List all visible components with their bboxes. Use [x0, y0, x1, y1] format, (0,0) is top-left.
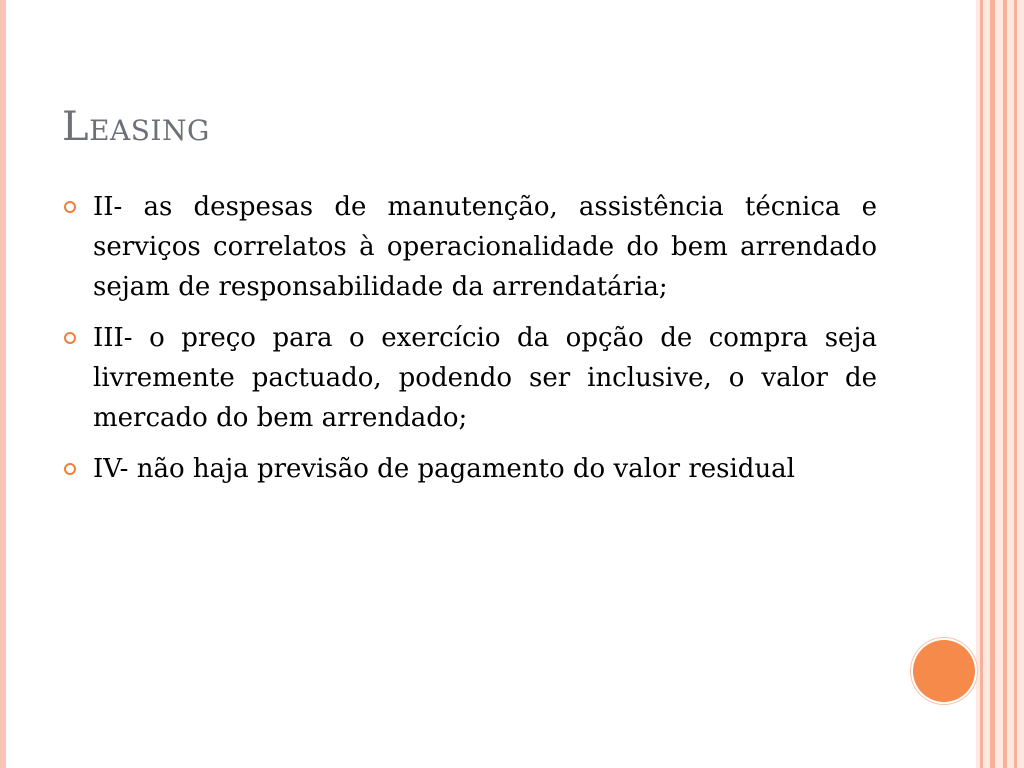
bullet-text: III- o preço para o exercício da opção de compra seja livremente pactuado, podendo ser inclusive, o valor de mercado do bem arrendado; [93, 323, 877, 433]
bullet-text: II- as despesas de manutenção, assistência técnica e serviços correlatos à operacionalidade do bem arrendado sejam de responsabilidade da arrendatária; [93, 192, 877, 302]
slide-title: Leasing [62, 104, 210, 150]
right-frame-line [980, 0, 983, 768]
bullet-item [62, 187, 877, 307]
right-frame-line [1003, 0, 1007, 768]
decorative-circle-icon [913, 640, 975, 702]
bullet-item [62, 318, 877, 438]
bullet-item [62, 449, 877, 489]
bullet-list [62, 187, 877, 500]
left-frame-border [0, 0, 6, 768]
right-frame-line [1014, 0, 1017, 768]
right-frame-line [990, 0, 995, 768]
bullet-text: IV- não haja previsão de pagamento do valor residual [93, 454, 795, 484]
bullet-circle-icon [64, 463, 76, 475]
bullet-circle-icon [64, 332, 76, 344]
bullet-circle-icon [64, 201, 76, 213]
